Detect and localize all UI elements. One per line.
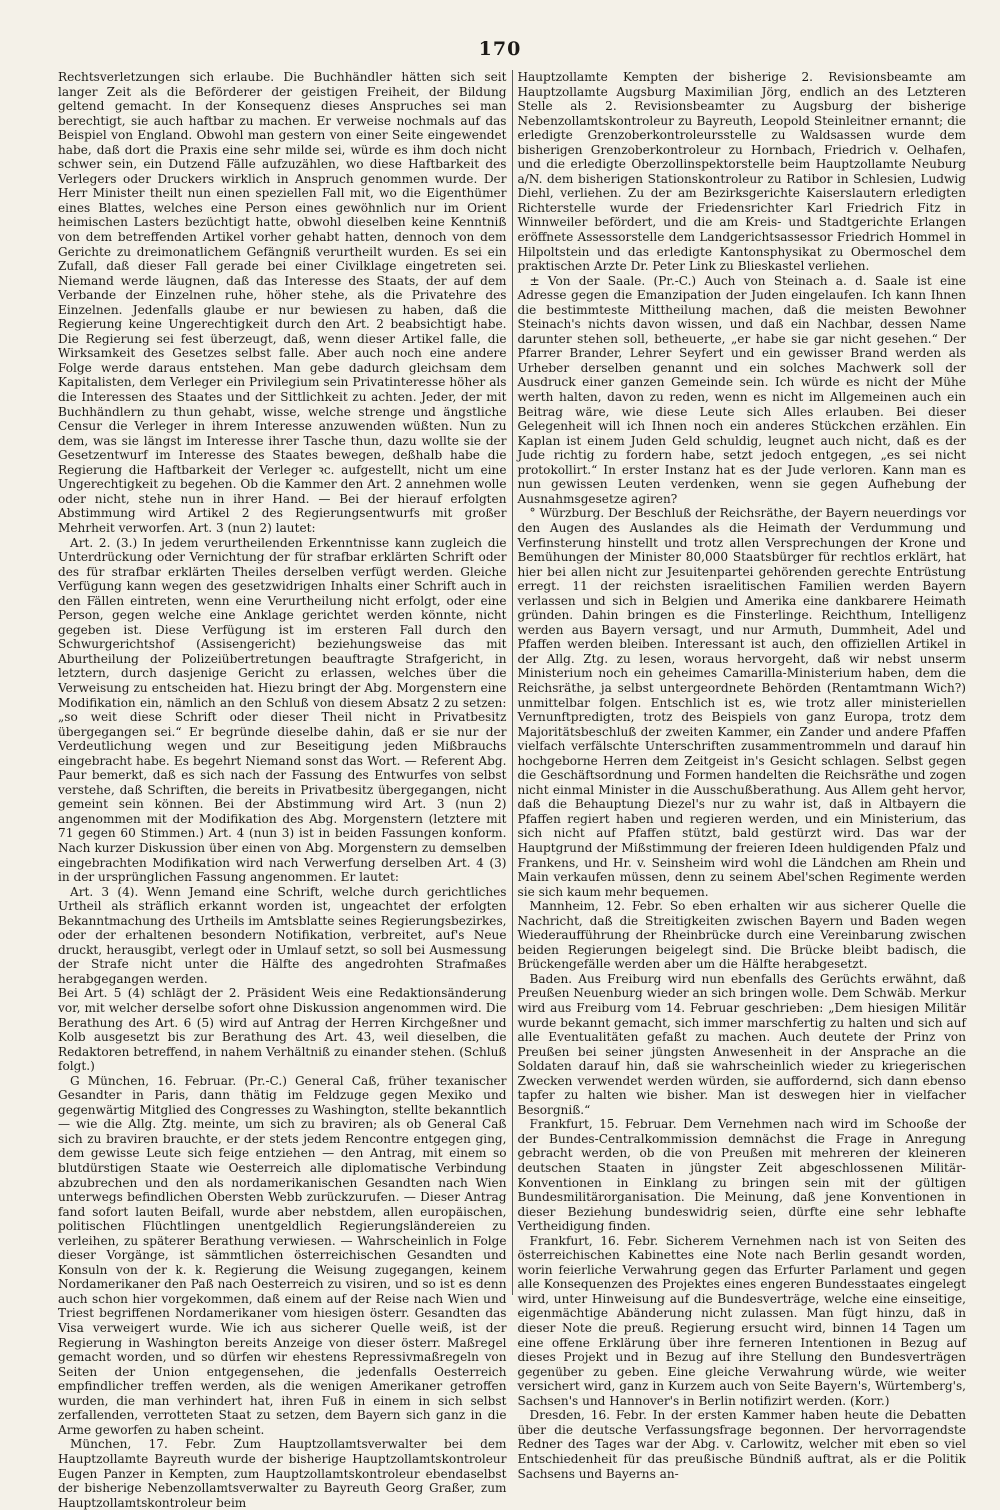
article-paragraph: Bei Art. 5 (4) schlägt der 2. Präsident Weis eine Redaktionsänderung vor, mit welcher derselbe sofort ohne Diskussion angenommen wird. Die Berathung des Art. 6 (5) wird auf Antrag der Herren Kirchgeßner und Kolb ausgesetzt bis zur Berathung des Art. 43, weil dieselben, die Redaktoren betreffend, in nahem Verhältniß zu einander stehen. (Schluß folgt.) — [58, 986, 507, 1074]
article-paragraph: München, 17. Febr. Zum Hauptzollamtsverwalter bei dem Hauptzollamte Bayreuth wurde der bisherige Hauptzollamtskontroleur Eugen Panzer in Kempten, zum Hauptzollamtskontroleur ebendaselbst der bisherige Nebenzollamtsverwalter zu Bayreuth Georg Graßer, zum Hauptzollamtskontroleur beim — [58, 1437, 507, 1510]
article-paragraph: Baden. Aus Freiburg wird nun ebenfalls des Gerüchts erwähnt, daß Preußen Neuenburg wieder an sich bringen wolle. Dem Schwäb. Merkur wird aus Freiburg vom 14. Februar geschrieben: „Dem hiesigen Militär wurde bekannt gemacht, sich immer marschfertig zu halten und sich auf alle Eventualitäten gefaßt zu machen. Auch deutete der Prinz von Preußen bei seiner jüngsten Anwesenheit in der Ansprache an die Soldaten darauf hin, daß sie wahrscheinlich wieder zu kriegerischen Zwecken verwendet werden würden, sie auffordernd, sich dann ebenso tapfer zu halten wie bisher. Man ist deswegen hier in vielfacher Besorgniß.“ — [517, 971, 966, 1117]
column-rule — [512, 70, 513, 1295]
article-paragraph: ° Würzburg. Der Beschluß der Reichsräthe, der Bayern neuerdings vor den Augen des Auslandes als die Heimath der Verdummung und Verfinsterung hinstellt und trotz allen Versprechungen der Krone und Bemühungen der Minister 80,000 Staatsbürger für rechtlos erklärt, hat hier bei allen nicht zur Jesuitenpartei gehörenden gerechte Entrüstung erregt. 11 der reichsten israelitischen Familien werden Bayern verlassen und sich in Belgien und Amerika eine dankbarere Heimath gründen. Dahin bringen es die Finsterlinge. Reichthum, Intelligenz werden aus Bayern versagt, und nur Armuth, Dummheit, Adel und Pfaffen werden bleiben. Interessant ist auch, den offiziellen Artikel in der Allg. Ztg. zu lesen, woraus hervorgeht, daß wir nebst unserm Ministerium noch ein geheimes Camarilla-Ministerium haben, dem die Reichsräthe, ja selbst untergeordnete Behörden (Rentamtmann Wich?) unmittelbar folgen. Entschlich ist es, wie trotz aller ministeriellen Vernunftpredigten, trotz des Beispiels von ganz Europa, trotz dem Majoritätsbeschluß der zweiten Kammer, ein Zander und andere Pfaffen vielfach verfälschte Unterschriften zusammentrommeln und darauf hin hochgeborne Herren dem Zeitgeist in's Gesicht schlagen. Selbst gegen die Geschäftsordnung und Formen handelten die Reichsräthe und zogen nicht einmal Minister in die Ausschußberathung. Aus Allem geht hervor, daß die Behauptung Diezel's nur zu wahr ist, daß in Altbayern die Pfaffen regiert haben und regieren werden, und ein Ministerium, das sich nicht auf Pfaffen stützt, bald gestürzt wird. Das war der Hauptgrund der Mißstimmung der freieren Ideen huldigenden Pfalz und Frankens, und Hr. v. Seinsheim wird wohl die Ländchen am Rhein und Main verkaufen müssen, denn zu seinem Abel'schen Regimente werden sie sich kaum mehr bequemen. — [517, 506, 966, 899]
article-paragraph: Hauptzollamte Kempten der bisherige 2. Revisionsbeamte am Hauptzollamte Augsburg Maximilian Jörg, endlich an des Letzteren Stelle als 2. Revisionsbeamter zu Augsburg der bisherige Nebenzollamtskontroleur zu Bayreuth, Leopold Steinleitner ernannt; die erledigte Grenzoberkontroleursstelle zu Waldsassen wurde dem bisherigen Grenzoberkontroleur zu Hornbach, Friedrich v. Oelhafen, und die erledigte Oberzollinspektorstelle beim Hauptzollamte Neuburg a/N. dem bisherigen Stationskontroleur zu Ratibor in Schlesien, Ludwig Diehl, verliehen. Zu der am Bezirksgerichte Kaiserslautern erledigten Richterstelle wurde der Friedensrichter Karl Friedrich Fitz in Winnweiler befördert, und die am Kreis- und Stadtgerichte Erlangen eröffnete Assessorstelle dem Landgerichtsassessor Friedrich Hommel in Hilpoltstein und das erledigte Kantonsphysikat zu Obermoschel dem praktischen Arzte Dr. Peter Link zu Blieskastel verliehen. — [517, 70, 966, 274]
columns — [58, 70, 966, 1510]
article-paragraph: Frankfurt, 15. Februar. Dem Vernehmen nach wird im Schooße der der Bundes-Centralkommission demnächst die Frage in Anregung gebracht werden, ob die von Preußen mit mehreren der kleineren deutschen Staaten in jüngster Zeit abgeschlossenen Militär-Konventionen in Einklang zu bringen sein mit der gültigen Bundesmilitärorganisation. Die Meinung, daß jene Konventionen in dieser Beziehung bundeswidrig seien, dürfte eine sehr lebhafte Vertheidigung finden. — [517, 1117, 966, 1234]
article-paragraph: Art. 2. (3.) In jedem verurtheilenden Erkenntnisse kann zugleich die Unterdrückung oder Vernichtung der für strafbar erklärten Schrift oder des für strafbar erklärten Theiles derselben verfügt werden. Gleiche Verfügung kann wegen des gesetzwidrigen Inhalts einer Schrift auch in den Fällen eintreten, wenn eine Verurtheilung nicht erfolgt, oder eine Person, gegen welche eine Anklage gerichtet werden könnte, nicht gegeben ist. Diese Verfügung ist im ersteren Fall durch den Schwurgerichtshof (Assisengericht) beziehungsweise das mit Aburtheilung der Polizeiübertretungen beauftragte Strafgericht, in letztern, durch dasjenige Gericht zu erlassen, welches über die Verweisung zu entscheiden hat. Hiezu bringt der Abg. Morgenstern eine Modifikation ein, nämlich an den Schluß von diesem Absatz 2 zu setzen: „so weit diese Schrift oder dieser Theil nicht in Privatbesitz übergegangen sei.“ Er begründe dieselbe dahin, daß er sie nur der Verdeutlichung wegen und zur Beseitigung jeden Mißbrauchs eingebracht habe. Es begehrt Niemand sonst das Wort. — Referent Abg. Paur bemerkt, daß es sich nach der Fassung des Entwurfes von selbst verstehe, daß Schriften, die bereits in Privatbesitz übergegangen, nicht gemeint sein können. Bei der Abstimmung wird Art. 3 (nun 2) angenommen mit der Modifikation des Abg. Morgenstern (letztere mit 71 gegen 60 Stimmen.) Art. 4 (nun 3) ist in beiden Fassungen konform. Nach kurzer Diskussion über einen von Abg. Morgenstern zu demselben eingebrachten Modifikation wird nach Verwerfung derselben Art. 4 (3) in der ursprünglichen Fassung angenommen. Er lautet: — [58, 535, 507, 885]
article-paragraph: Dresden, 16. Febr. In der ersten Kammer haben heute die Debatten über die deutsche Verfassungsfrage begonnen. Der hervorragendste Redner des Tages war der Abg. v. Carlowitz, welcher mit eben so viel Entschiedenheit für das preußische Bündniß auftrat, als er die Politik Sachsens und Bayerns an- — [517, 1408, 966, 1481]
article-paragraph: ± Von der Saale. (Pr.-C.) Auch von Steinach a. d. Saale ist eine Adresse gegen die Emanzipation der Juden eingelaufen. Ich kann Ihnen die bestimmteste Mittheilung machen, daß die meisten Bewohner Steinach's nichts davon wissen, und daß ein Nachbar, dessen Name darunter stehen soll, betheuerte, „er habe sie gar nicht gesehen.“ Der Pfarrer Brander, Lehrer Seyfert und ein gewisser Brand werden als Urheber derselben genannt und ein solches Machwerk soll der Ausdruck einer ganzen Gemeinde sein. Ich würde es nicht der Mühe werth halten, davon zu reden, wenn es nicht im Allgemeinen auch ein Beitrag wäre, wie diese Leute sich Alles erlauben. Bei dieser Gelegenheit will ich Ihnen noch ein anderes Stückchen erzählen. Ein Kaplan ist einem Juden Geld schuldig, leugnet auch nicht, daß es der Jude richtig zu fordern habe, setzt jedoch entgegen, „es sei nicht protokollirt.“ In erster Instanz hat es der Jude verloren. Kann man es nun gewissen Leuten verdenken, wenn sie gegen Aufhebung der Ausnahmsgesetze agiren? — [517, 273, 966, 506]
article-paragraph: G München, 16. Februar. (Pr.-C.) General Caß, früher texanischer Gesandter in Paris, dann thätig im Feldzuge gegen Mexiko und gegenwärtig Mitglied des Congresses zu Washington, stellte bekanntlich — wie die Allg. Ztg. meinte, um sich zu braviren; als ob General Caß sich zu braviren brauchte, er der stets jedem Rencontre entgegen ging, dem gewisse Leute sich feige entziehen — den Antrag, mit einem so blutdürstigen Staate wie Oesterreich alle diplomatische Verbindung abzubrechen und den als nordamerikanischen Gesandten nach Wien unterwegs befindlichen Obersten Webb zurückzurufen. — Dieser Antrag fand sofort lauten Beifall, wurde aber nebstdem, allen europäischen, politischen Flüchtlingen unentgeldlich Regierungsländereien zu verleihen, zu späterer Berathung verwiesen. — Wahrscheinlich in Folge dieser Vorgänge, ist sämmtlichen österreichischen Gesandten und Konsuln von der k. k. Regierung die Weisung zugegangen, keinem Nordamerikaner den Paß nach Oesterreich zu visiren, und so ist es denn auch schon hier vorgekommen, daß einem auf der Reise nach Wien und Triest begriffenen Nordamerikaner vom hiesigen österr. Gesandten das Visa verweigert wurde. Wie ich aus sicherer Quelle weiß, ist der Regierung in Washington bereits Anzeige von dieser österr. Maßregel gemacht worden, und so dürfen wir ehestens Repressivmaßregeln von Seiten der Union entgegensehen, die jedenfalls Oesterreich empfindlicher treffen werden, als die wenigen Amerikaner getroffen wurden, die man verhindert hat, ihren Fuß in einem in sich selbst zerfallenden, verrotteten Staat zu setzen, dem Bayern sich ganz in die Arme geworfen zu haben scheint. — [58, 1073, 507, 1437]
article-paragraph: Frankfurt, 16. Febr. Sicherem Vernehmen nach ist von Seiten des österreichischen Kabinettes eine Note nach Berlin gesandt worden, worin feierliche Verwahrung gegen das Erfurter Parlament und gegen alle Konsequenzen des Projektes eines engeren Bundesstaates eingelegt wird, unter Hinweisung auf die Bundesverträge, welche eine einseitige, eigenmächtige Abänderung nicht zulassen. Man fügt hinzu, daß in dieser Note die preuß. Regierung ersucht wird, binnen 14 Tagen um eine offene Erklärung über ihre ferneren Intentionen in Bezug auf dieses Projekt und in Bezug auf ihre Stellung den Bundesverträgen gegenüber zu geben. Eine gleiche Verwahrung würde, wie weiter versichert wird, ganz in Kurzem auch von Seite Bayern's, Würtemberg's, Sachsen's und Hannover's in Berlin notifizirt werden. (Korr.) — [517, 1233, 966, 1408]
article-paragraph: Art. 3 (4). Wenn Jemand eine Schrift, welche durch gerichtliches Urtheil als sträflich erkannt worden ist, ungeachtet der erfolgten Bekanntmachung des Urtheils im Amtsblatte seines Regierungsbezirkes, oder der erhaltenen besondern Notifikation, verbreitet, auf's Neue druckt, herausgibt, verlegt oder in Umlauf setzt, so soll bei Ausmessung der Strafe nicht unter die Hälfte des angedrohten Strafmaßes herabgegangen werden. — [58, 884, 507, 986]
left-column — [58, 70, 507, 1510]
article-paragraph: Rechtsverletzungen sich erlaube. Die Buchhändler hätten sich seit langer Zeit als die Beförderer der geistigen Freiheit, der Bildung geltend gemacht. In der Konsequenz dieses Anspruches sei man berechtigt, sie auch haftbar zu machen. Er verweise nochmals auf das Beispiel von England. Obwohl man gestern von einer Seite eingewendet habe, daß dort die Praxis eine sehr milde sei, würde es ihm doch nicht schwer sein, ein Dutzend Fälle aufzuzählen, wo diese Haftbarkeit des Verlegers oder Druckers wirklich in Anspruch genommen wurde. Der Herr Minister theilt nun einen speziellen Fall mit, wo die Eigenthümer eines Blattes, welches eine Person eines gewöhnlich nur im Orient heimischen Lasters bezüchtigt hatte, obwohl dieselben keine Kenntniß von dem betreffenden Artikel vorher gehabt hatten, dennoch von dem Gerichte zu dreimonatlichem Gefängniß verurtheilt wurden. Es sei ein Zufall, daß dieser Fall gerade bei einer Civilklage eingetreten sei. Niemand werde läugnen, daß das Interesse des Staats, der auf dem Verbande der Einzelnen ruhe, höher stehe, als die Privatehre des Einzelnen. Jedenfalls glaube er nur bewiesen zu haben, daß die Regierung keine Ungerechtigkeit durch den Art. 2 beabsichtigt habe. Die Regierung sei fest überzeugt, daß, wenn dieser Artikel falle, die Wirksamkeit des Gesetzes selbst falle. Aber auch noch eine andere Folge werde daraus entstehen. Man gebe dadurch gleichsam dem Kapitalisten, dem Verleger ein Privilegium sein Privatinteresse höher als die Interessen des Staates und der Sittlichkeit zu achten. Jeder, der mit Buchhändlern zu thun gehabt, wisse, welche strenge und ängstliche Censur die Verleger in ihrem Interesse anzuwenden wüßten. Nun zu dem, was sie längst im Interesse ihrer Tasche thun, dazu wollte sie der Gesetzentwurf im Interesse des Staates bewegen, deßhalb habe die Regierung die Haftbarkeit der Verleger ꝛc. aufgestellt, nicht um eine Ungerechtigkeit zu begehen. Ob die Kammer den Art. 2 annehmen wolle oder nicht, stehe nun in ihrer Hand. — Bei der hierauf erfolgten Abstimmung wird Artikel 2 des Regierungsentwurfs mit großer Mehrheit verworfen. Art. 3 (nun 2) lautet: — [58, 70, 507, 535]
right-column — [517, 70, 967, 1481]
article-paragraph: Mannheim, 12. Febr. So eben erhalten wir aus sicherer Quelle die Nachricht, daß die Streitigkeiten zwischen Bayern und Baden wegen Wiederaufführung der Rheinbrücke durch eine Vereinbarung zwischen beiden Regierungen beigelegt sind. Die Brücke bleibt badisch, die Brückengefälle werden aber um die Hälfte herabgesetzt. — [517, 899, 966, 972]
page-number: 170 — [478, 38, 522, 60]
